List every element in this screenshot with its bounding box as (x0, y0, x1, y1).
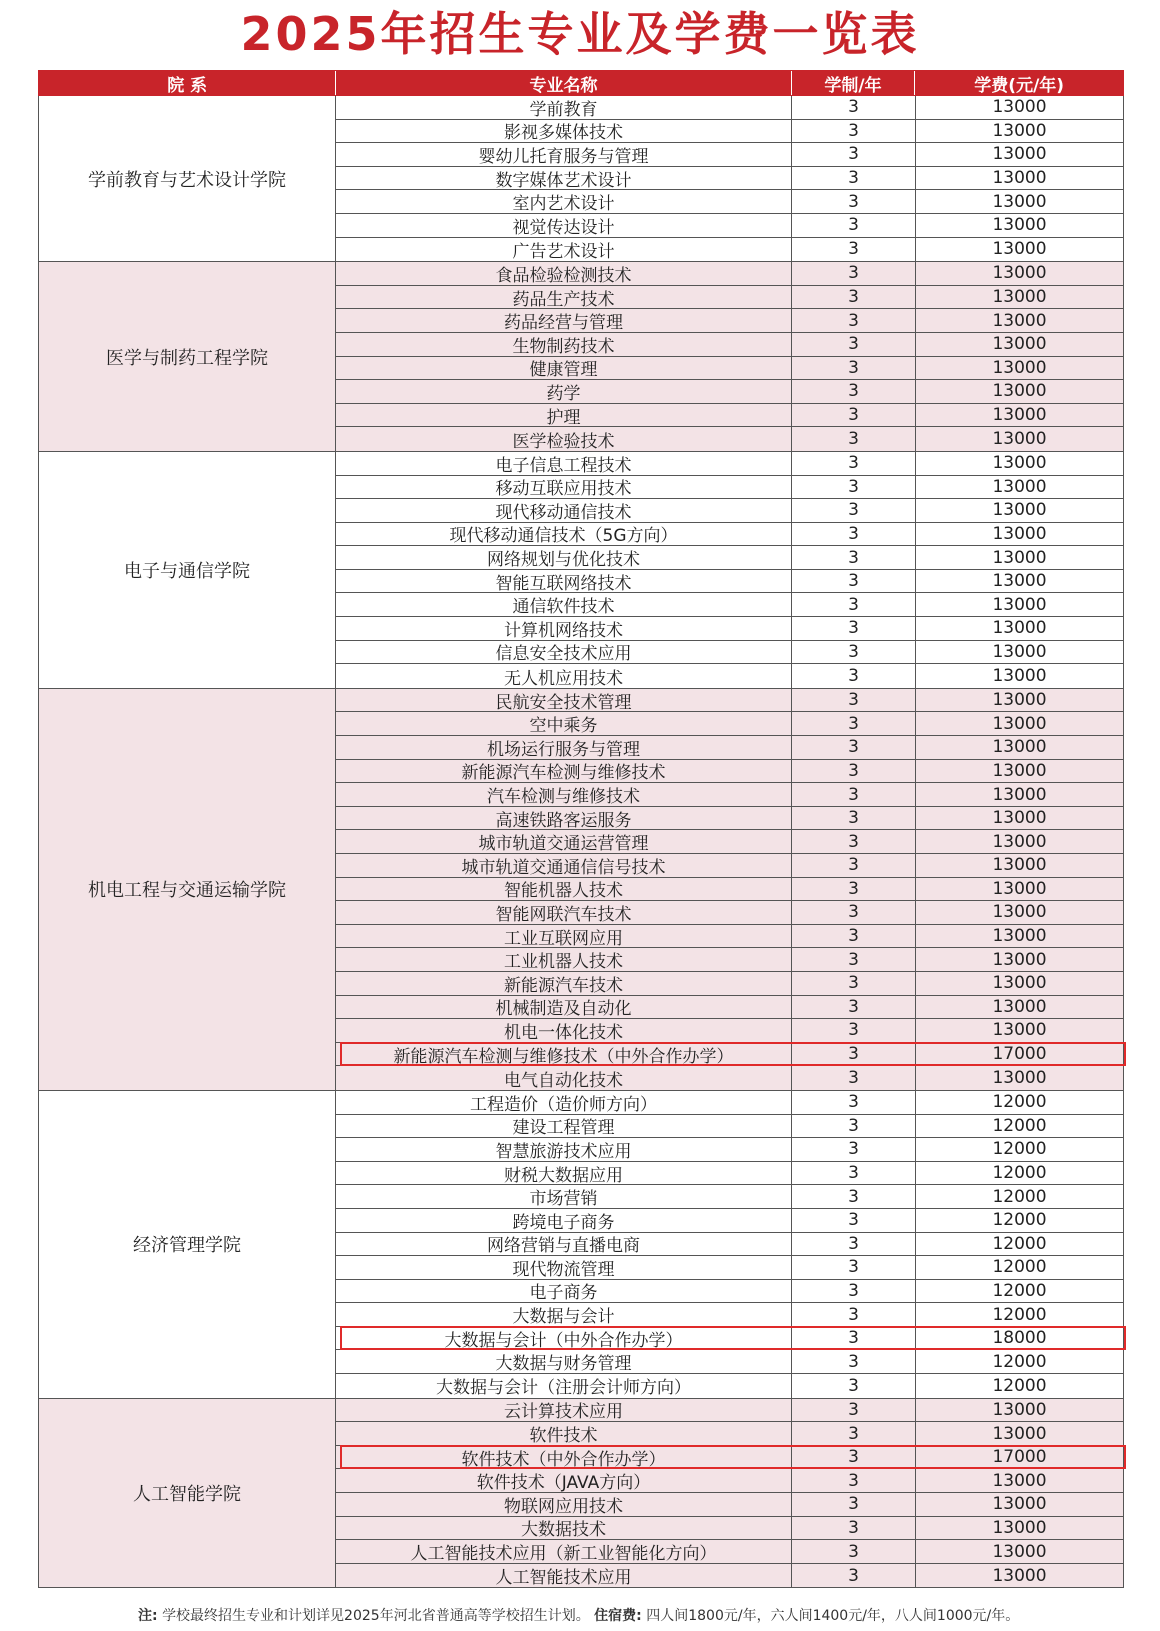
years-cell: 3 (792, 641, 916, 664)
table-row (336, 1256, 1123, 1280)
table-row (336, 570, 1123, 594)
note-label: 注: (138, 1608, 158, 1624)
footnote (138, 1605, 1019, 1625)
years-cell: 3 (792, 1256, 916, 1279)
major-cell: 智慧旅游技术应用 (336, 1138, 792, 1161)
major-cell: 空中乘务 (336, 712, 792, 735)
department-group (38, 1399, 1124, 1589)
table-row (336, 499, 1123, 523)
table-row (336, 783, 1123, 807)
major-cell: 婴幼儿托育服务与管理 (336, 143, 792, 166)
major-cell: 软件技术（中外合作办学） (336, 1446, 792, 1469)
major-cell: 数字媒体艺术设计 (336, 167, 792, 190)
major-cell: 食品检验检测技术 (336, 262, 792, 285)
years-cell: 3 (792, 404, 916, 427)
fee-cell: 12000 (992, 1186, 1047, 1207)
table-row (336, 830, 1123, 854)
fee-cell: 13000 (992, 831, 1047, 852)
years-cell: 3 (792, 878, 916, 901)
table-row (336, 1209, 1123, 1233)
years-cell: 3 (792, 830, 916, 853)
fee-cell: 13000 (992, 855, 1047, 876)
major-cell: 视觉传达设计 (336, 214, 792, 237)
table-row (336, 996, 1123, 1020)
years-cell: 3 (792, 1115, 916, 1138)
years-cell: 3 (792, 760, 916, 783)
table-row (336, 1374, 1123, 1398)
table-row (336, 167, 1123, 191)
fee-cell: 12000 (992, 1115, 1047, 1136)
major-cell: 人工智能技术应用（新工业智能化方向） (336, 1540, 792, 1563)
major-cell: 药品经营与管理 (336, 309, 792, 332)
table-row (336, 143, 1123, 167)
fee-cell: 12000 (992, 1210, 1047, 1231)
fee-cell: 18000 (992, 1328, 1047, 1349)
fee-cell: 13000 (992, 310, 1047, 331)
department-group (38, 96, 1124, 262)
major-cell: 生物制药技术 (336, 333, 792, 356)
years-cell: 3 (792, 1303, 916, 1326)
fee-cell: 13000 (992, 902, 1047, 923)
years-cell: 3 (792, 167, 916, 190)
fee-cell: 13000 (992, 1020, 1047, 1041)
years-cell: 3 (792, 1446, 916, 1469)
table-row (336, 1564, 1123, 1588)
major-cell: 新能源汽车技术 (336, 972, 792, 995)
years-cell: 3 (792, 996, 916, 1019)
major-cell: 健康管理 (336, 357, 792, 380)
fee-cell: 13000 (992, 760, 1047, 781)
fee-cell: 13000 (992, 641, 1047, 662)
department-name: 医学与制药工程学院 (39, 262, 336, 451)
years-cell: 3 (792, 854, 916, 877)
fee-cell: 13000 (992, 926, 1047, 947)
years-cell: 3 (792, 523, 916, 546)
years-cell: 3 (792, 380, 916, 403)
major-cell: 学前教育 (336, 96, 792, 119)
note-text-2: 四人间1800元/年，六人间1400元/年，八人间1000元/年。 (646, 1608, 1020, 1624)
major-cell: 大数据技术 (336, 1517, 792, 1540)
major-cell: 云计算技术应用 (336, 1399, 792, 1422)
major-cell: 新能源汽车检测与维修技术 (336, 760, 792, 783)
table-row (336, 309, 1123, 333)
table-row (336, 712, 1123, 736)
fee-cell: 13000 (992, 666, 1047, 687)
table-row (336, 120, 1123, 144)
major-cell: 大数据与财务管理 (336, 1350, 792, 1373)
years-cell: 3 (792, 736, 916, 759)
table-row (336, 357, 1123, 381)
fee-cell: 13000 (992, 239, 1047, 260)
fee-cell: 13000 (992, 594, 1047, 615)
major-cell: 市场营销 (336, 1185, 792, 1208)
fee-cell: 13000 (992, 1517, 1047, 1538)
years-cell: 3 (792, 238, 916, 262)
department-name: 经济管理学院 (39, 1091, 336, 1398)
major-cell: 大数据与会计（注册会计师方向） (336, 1374, 792, 1398)
table-row (336, 262, 1123, 286)
major-cell: 电子商务 (336, 1280, 792, 1303)
years-cell: 3 (792, 1233, 916, 1256)
major-cell: 城市轨道交通运营管理 (336, 830, 792, 853)
fee-cell: 12000 (992, 1233, 1047, 1254)
department-name: 学前教育与艺术设计学院 (39, 96, 336, 261)
fee-cell: 13000 (992, 523, 1047, 544)
table-row (336, 854, 1123, 878)
fee-cell: 13000 (992, 1399, 1047, 1420)
major-cell: 医学检验技术 (336, 427, 792, 451)
table-row (336, 380, 1123, 404)
fee-cell: 13000 (992, 120, 1047, 141)
table-row (336, 664, 1123, 688)
table-row (336, 641, 1123, 665)
fee-cell: 12000 (992, 1092, 1047, 1113)
major-cell: 现代物流管理 (336, 1256, 792, 1279)
major-cell: 高速铁路客运服务 (336, 807, 792, 830)
page-title: 2025年招生专业及学费一览表 (240, 7, 920, 61)
table-row (336, 807, 1123, 831)
years-cell: 3 (792, 96, 916, 119)
years-cell: 3 (792, 1493, 916, 1516)
table-row (336, 878, 1123, 902)
fee-cell: 12000 (992, 1351, 1047, 1372)
years-cell: 3 (792, 143, 916, 166)
header-years: 学制/年 (792, 71, 916, 95)
major-cell: 软件技术 (336, 1422, 792, 1445)
fee-cell: 13000 (992, 381, 1047, 402)
major-cell: 机械制造及自动化 (336, 996, 792, 1019)
years-cell: 3 (792, 664, 916, 688)
years-cell: 3 (792, 948, 916, 971)
table-row (336, 1540, 1123, 1564)
table-row (336, 546, 1123, 570)
header-major: 专业名称 (336, 71, 791, 95)
note-label-2: 住宿费: (594, 1608, 642, 1624)
major-cell: 智能互联网络技术 (336, 570, 792, 593)
fee-cell: 13000 (992, 690, 1047, 711)
years-cell: 3 (792, 925, 916, 948)
years-cell: 3 (792, 1066, 916, 1090)
years-cell: 3 (792, 120, 916, 143)
table-row (336, 1422, 1123, 1446)
major-cell: 网络营销与直播电商 (336, 1233, 792, 1256)
major-cell: 护理 (336, 404, 792, 427)
fee-cell: 13000 (992, 405, 1047, 426)
fee-cell: 13000 (992, 334, 1047, 355)
table-row (336, 1233, 1123, 1257)
fee-cell: 12000 (992, 1304, 1047, 1325)
years-cell: 3 (792, 1019, 916, 1042)
years-cell: 3 (792, 1469, 916, 1492)
major-cell: 物联网应用技术 (336, 1493, 792, 1516)
table-row (336, 96, 1123, 120)
fee-cell: 13000 (992, 429, 1047, 450)
fee-cell: 13000 (992, 191, 1047, 212)
major-cell: 跨境电子商务 (336, 1209, 792, 1232)
table-row (336, 214, 1123, 238)
major-cell: 工程造价（造价师方向） (336, 1091, 792, 1114)
fee-cell: 13000 (992, 973, 1047, 994)
years-cell: 3 (792, 1185, 916, 1208)
fee-cell: 12000 (992, 1375, 1047, 1396)
table-row (336, 427, 1123, 451)
fee-cell: 12000 (992, 1139, 1047, 1160)
fee-cell: 13000 (992, 784, 1047, 805)
fee-cell: 13000 (992, 808, 1047, 829)
department-name: 机电工程与交通运输学院 (39, 689, 336, 1090)
major-cell: 室内艺术设计 (336, 190, 792, 213)
table-header (38, 70, 1124, 96)
fee-table (38, 70, 1124, 1588)
note-text-1: 学校最终招生专业和计划详见2025年河北省普通高等学校招生计划。 (162, 1608, 590, 1624)
fee-cell: 13000 (992, 1541, 1047, 1562)
major-cell: 民航安全技术管理 (336, 689, 792, 712)
years-cell: 3 (792, 262, 916, 285)
years-cell: 3 (792, 1327, 916, 1350)
department-group (38, 1091, 1124, 1399)
years-cell: 3 (792, 1517, 916, 1540)
major-cell: 新能源汽车检测与维修技术（中外合作办学） (336, 1043, 792, 1066)
department-group (38, 689, 1124, 1091)
fee-cell: 17000 (992, 1447, 1047, 1468)
major-cell: 电子信息工程技术 (336, 452, 792, 475)
fee-cell: 13000 (992, 476, 1047, 497)
fee-cell: 13000 (992, 1423, 1047, 1444)
major-cell: 电气自动化技术 (336, 1066, 792, 1090)
major-cell: 大数据与会计（中外合作办学） (336, 1327, 792, 1350)
years-cell: 3 (792, 476, 916, 499)
years-cell: 3 (792, 807, 916, 830)
fee-cell: 13000 (992, 97, 1047, 118)
table-row (336, 238, 1123, 262)
years-cell: 3 (792, 972, 916, 995)
major-cell: 城市轨道交通通信信号技术 (336, 854, 792, 877)
fee-cell: 13000 (992, 737, 1047, 758)
fee-cell: 13000 (992, 1470, 1047, 1491)
major-cell: 现代移动通信技术 (336, 499, 792, 522)
fee-cell: 13000 (992, 878, 1047, 899)
years-cell: 3 (792, 570, 916, 593)
major-cell: 药学 (336, 380, 792, 403)
fee-cell: 13000 (992, 949, 1047, 970)
fee-cell: 13000 (992, 287, 1047, 308)
fee-cell: 12000 (992, 1163, 1047, 1184)
major-cell: 智能网联汽车技术 (336, 901, 792, 924)
fee-cell: 13000 (992, 500, 1047, 521)
department-name: 人工智能学院 (39, 1399, 336, 1588)
years-cell: 3 (792, 1399, 916, 1422)
major-cell: 计算机网络技术 (336, 617, 792, 640)
header-fee: 学费(元/年) (974, 75, 1065, 96)
years-cell: 3 (792, 1374, 916, 1398)
department-name: 电子与通信学院 (39, 452, 336, 688)
fee-cell: 13000 (992, 357, 1047, 378)
fee-cell: 13000 (992, 547, 1047, 568)
table-row (336, 593, 1123, 617)
table-row (336, 1019, 1123, 1043)
major-cell: 通信软件技术 (336, 593, 792, 616)
table-body (38, 96, 1124, 1588)
table-row (336, 1350, 1123, 1374)
major-cell: 机场运行服务与管理 (336, 736, 792, 759)
years-cell: 3 (792, 1162, 916, 1185)
table-row (336, 617, 1123, 641)
highlighted-table-row (336, 1327, 1123, 1351)
years-cell: 3 (792, 617, 916, 640)
years-cell: 3 (792, 1043, 916, 1066)
fee-cell: 13000 (992, 571, 1047, 592)
years-cell: 3 (792, 1540, 916, 1563)
years-cell: 3 (792, 783, 916, 806)
table-row (336, 1517, 1123, 1541)
major-cell: 智能机器人技术 (336, 878, 792, 901)
major-cell: 网络规划与优化技术 (336, 546, 792, 569)
years-cell: 3 (792, 357, 916, 380)
fee-cell: 17000 (992, 1044, 1047, 1065)
fee-cell: 13000 (992, 215, 1047, 236)
years-cell: 3 (792, 499, 916, 522)
years-cell: 3 (792, 309, 916, 332)
years-cell: 3 (792, 1091, 916, 1114)
years-cell: 3 (792, 901, 916, 924)
fee-cell: 13000 (992, 713, 1047, 734)
years-cell: 3 (792, 427, 916, 451)
years-cell: 3 (792, 1209, 916, 1232)
years-cell: 3 (792, 1138, 916, 1161)
major-cell: 财税大数据应用 (336, 1162, 792, 1185)
fee-cell: 13000 (992, 1494, 1047, 1515)
table-row (336, 286, 1123, 310)
table-row (336, 972, 1123, 996)
table-row (336, 1091, 1123, 1115)
major-cell: 现代移动通信技术（5G方向） (336, 523, 792, 546)
years-cell: 3 (792, 214, 916, 237)
years-cell: 3 (792, 689, 916, 712)
table-row (336, 523, 1123, 547)
table-row (336, 404, 1123, 428)
years-cell: 3 (792, 1422, 916, 1445)
fee-cell: 13000 (992, 1068, 1047, 1089)
major-cell: 建设工程管理 (336, 1115, 792, 1138)
table-row (336, 1185, 1123, 1209)
major-cell: 人工智能技术应用 (336, 1564, 792, 1588)
table-row (336, 689, 1123, 713)
major-cell: 信息安全技术应用 (336, 641, 792, 664)
table-row (336, 1138, 1123, 1162)
table-row (336, 1303, 1123, 1327)
fee-cell: 12000 (992, 1257, 1047, 1278)
major-cell: 药品生产技术 (336, 286, 792, 309)
years-cell: 3 (792, 333, 916, 356)
years-cell: 3 (792, 1280, 916, 1303)
major-cell: 汽车检测与维修技术 (336, 783, 792, 806)
major-cell: 大数据与会计 (336, 1303, 792, 1326)
fee-cell: 13000 (992, 1565, 1047, 1586)
fee-cell: 13000 (992, 168, 1047, 189)
years-cell: 3 (792, 452, 916, 475)
major-cell: 影视多媒体技术 (336, 120, 792, 143)
table-row (336, 1469, 1123, 1493)
fee-cell: 13000 (992, 144, 1047, 165)
table-row (336, 736, 1123, 760)
table-row (336, 1115, 1123, 1139)
years-cell: 3 (792, 286, 916, 309)
table-row (336, 1162, 1123, 1186)
table-row (336, 1066, 1123, 1090)
years-cell: 3 (792, 1564, 916, 1588)
major-cell: 工业机器人技术 (336, 948, 792, 971)
fee-cell: 13000 (992, 996, 1047, 1017)
department-group (38, 262, 1124, 452)
major-cell: 机电一体化技术 (336, 1019, 792, 1042)
fee-cell: 13000 (992, 263, 1047, 284)
table-row (336, 1399, 1123, 1423)
fee-cell: 13000 (992, 453, 1047, 474)
table-row (336, 1280, 1123, 1304)
highlighted-table-row (336, 1446, 1123, 1470)
years-cell: 3 (792, 712, 916, 735)
table-row (336, 452, 1123, 476)
major-cell: 广告艺术设计 (336, 238, 792, 262)
major-cell: 工业互联网应用 (336, 925, 792, 948)
department-group (38, 452, 1124, 689)
table-row (336, 925, 1123, 949)
table-row (336, 476, 1123, 500)
table-row (336, 760, 1123, 784)
table-row (336, 333, 1123, 357)
years-cell: 3 (792, 1350, 916, 1373)
years-cell: 3 (792, 190, 916, 213)
table-row (336, 948, 1123, 972)
highlighted-table-row (336, 1043, 1123, 1067)
fee-cell: 13000 (992, 618, 1047, 639)
header-dept: 院 系 (39, 71, 336, 95)
years-cell: 3 (792, 593, 916, 616)
years-cell: 3 (792, 546, 916, 569)
fee-cell: 12000 (992, 1280, 1047, 1301)
major-cell: 软件技术（JAVA方向） (336, 1469, 792, 1492)
table-row (336, 901, 1123, 925)
major-cell: 移动互联应用技术 (336, 476, 792, 499)
table-row (336, 190, 1123, 214)
table-row (336, 1493, 1123, 1517)
major-cell: 无人机应用技术 (336, 664, 792, 688)
